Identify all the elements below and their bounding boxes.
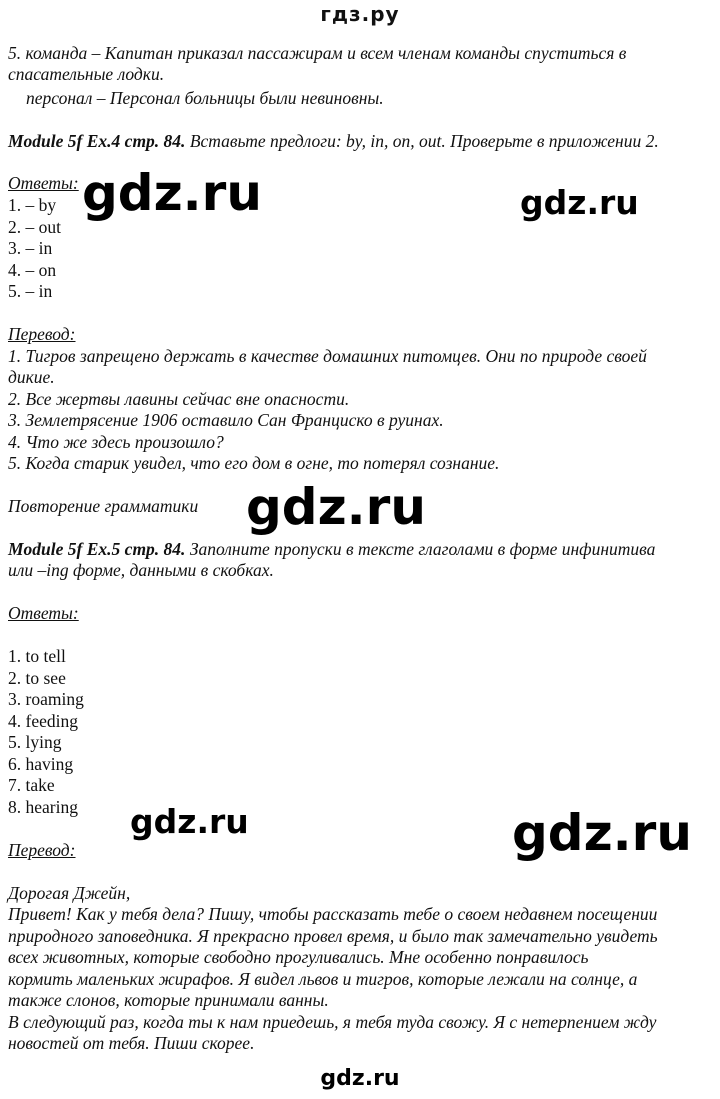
letter-line: кормить маленьких жирафов. Я видел львов и тигров, которые лежали на солнце, а bbox=[8, 969, 638, 989]
ex5-translation-label: Перевод: bbox=[8, 840, 76, 860]
ex5-task: Заполните пропуски в тексте глаголами в форме инфинитива bbox=[189, 539, 656, 559]
ex4-translation-line: 4. Что же здесь произошло? bbox=[8, 432, 224, 452]
watermark: gdz.ru bbox=[82, 164, 262, 222]
watermark: gdz.ru bbox=[130, 802, 249, 841]
ex5-answer: 6. having bbox=[8, 754, 74, 774]
letter-line: В следующий раз, когда ты к нам приедешь, я тебя туда свожу. Я с нетерпением жду bbox=[8, 1012, 657, 1032]
ex4-answer: 5. – in bbox=[8, 281, 53, 301]
ex4-translation-label: Перевод: bbox=[8, 324, 76, 344]
ex4-title: Module 5f Ex.4 стр. 84. bbox=[8, 131, 186, 151]
letter-line: Привет! Как у тебя дела? Пишу, чтобы рассказать тебе о своем недавнем посещении bbox=[8, 904, 658, 924]
ex4-heading bbox=[8, 131, 659, 152]
ex4-translation-line: 1. Тигров запрещено держать в качестве домашних питомцев. Они по природе своей bbox=[8, 346, 647, 366]
letter-line: Дорогая Джейн, bbox=[8, 883, 131, 903]
letter-line: также слонов, которые принимали ванны. bbox=[8, 990, 329, 1010]
watermark: gdz.ru bbox=[520, 183, 639, 222]
grammar-review-heading: Повторение грамматики bbox=[8, 496, 199, 516]
ex5-answer: 5. lying bbox=[8, 732, 62, 752]
ex4-answer: 2. – out bbox=[8, 217, 61, 237]
intro-line-3: персонал – Персонал больницы были невиновны. bbox=[26, 88, 384, 108]
intro-line-2: спасательные лодки. bbox=[8, 64, 165, 84]
letter-line: новостей от тебя. Пиши скорее. bbox=[8, 1033, 255, 1053]
ex5-answer: 8. hearing bbox=[8, 797, 78, 817]
ex4-translation-line: дикие. bbox=[8, 367, 55, 387]
ex4-answer: 1. – by bbox=[8, 195, 57, 215]
letter-line: природного заповедника. Я прекрасно провел время, и было так замечательно увидеть bbox=[8, 926, 658, 946]
ex4-translation-line: 5. Когда старик увидел, что его дом в огне, то потерял сознание. bbox=[8, 453, 500, 473]
ex5-answers-label: Ответы: bbox=[8, 603, 79, 623]
ex5-answer: 1. to tell bbox=[8, 646, 66, 666]
ex5-heading bbox=[8, 539, 655, 560]
ex4-task: Вставьте предлоги: by, in, on, out. Проверьте в приложении 2. bbox=[189, 131, 659, 151]
ex5-answer: 7. take bbox=[8, 775, 55, 795]
ex5-answer: 2. to see bbox=[8, 668, 66, 688]
letter-line: всех животных, которые свободно прогуливались. Мне особенно понравилось bbox=[8, 947, 589, 967]
ex4-translation-line: 2. Все жертвы лавины сейчас вне опасности. bbox=[8, 389, 350, 409]
ex4-answer: 3. – in bbox=[8, 238, 53, 258]
ex5-title: Module 5f Ex.5 стр. 84. bbox=[8, 539, 186, 559]
watermark: gdz.ru bbox=[246, 478, 426, 536]
ex4-answer: 4. – on bbox=[8, 260, 57, 280]
site-footer: gdz.ru bbox=[320, 1066, 400, 1091]
ex4-translation-line: 3. Землетрясение 1906 оставило Сан Франциско в руинах. bbox=[8, 410, 444, 430]
ex4-answers-label: Ответы: bbox=[8, 173, 79, 193]
ex5-task-line-2: или –ing форме, данными в скобках. bbox=[8, 560, 274, 580]
site-header: гдз.ру bbox=[320, 2, 400, 26]
ex5-answer: 4. feeding bbox=[8, 711, 78, 731]
intro-line-1: 5. команда – Капитан приказал пассажирам и всем членам команды спуститься в bbox=[8, 43, 627, 63]
ex5-answer: 3. roaming bbox=[8, 689, 84, 709]
watermark: gdz.ru bbox=[512, 804, 692, 862]
